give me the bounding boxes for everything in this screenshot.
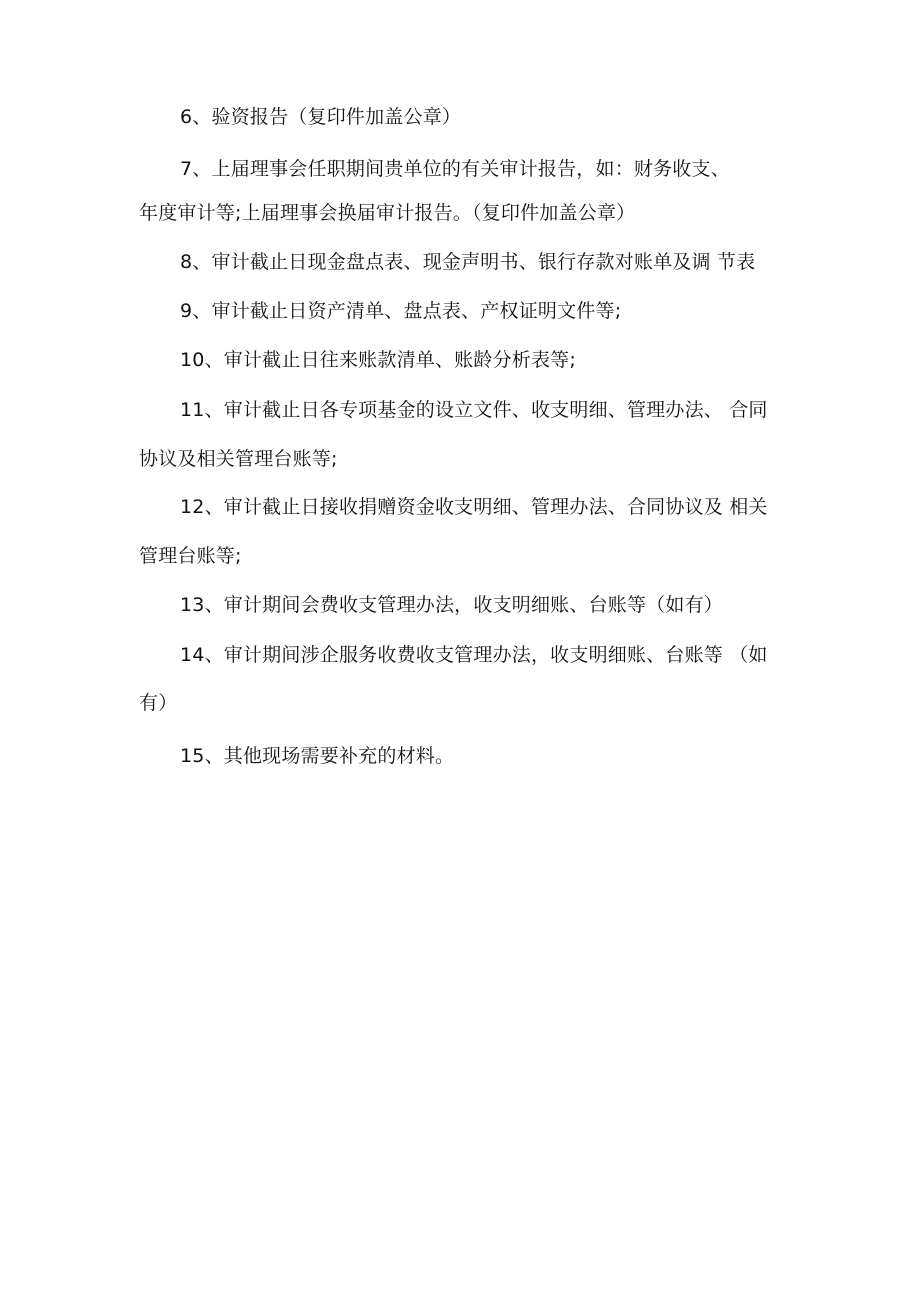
item-8-text: 8、审计截止日现金盘点表、现金声明书、银行存款对账单及调 节表 <box>180 251 756 273</box>
item-12-text: 12、审计截止日接收捐赠资金收支明细、管理办法、合同协议及 相关 <box>180 496 768 518</box>
item-14-text: 14、审计期间涉企服务收费收支管理办法，收支明细账、台账等 （如 <box>180 644 768 666</box>
item-14-continued: 有） <box>139 692 178 714</box>
item-15-text: 15、其他现场需要补充的材料。 <box>180 745 455 767</box>
item-7-continued: 年度审计等;上届理事会换届审计报告。（复印件加盖公章） <box>139 202 636 224</box>
item-12-continued: 管理台账等; <box>139 545 242 567</box>
item-11-continued: 协议及相关管理台账等; <box>139 448 338 470</box>
item-7-text: 7、上届理事会任职期间贵单位的有关审计报告，如：财务收支、 <box>180 158 730 180</box>
item-13-text: 13、审计期间会费收支管理办法，收支明细账、台账等（如有） <box>180 594 723 616</box>
item-11-text: 11、审计截止日各专项基金的设立文件、收支明细、管理办法、 合同 <box>180 399 768 421</box>
item-9-text: 9、审计截止日资产清单、盘点表、产权证明文件等; <box>180 300 622 322</box>
item-10-text: 10、审计截止日往来账款清单、账龄分析表等; <box>180 349 576 371</box>
item-6-text: 6、验资报告（复印件加盖公章） <box>180 106 462 128</box>
